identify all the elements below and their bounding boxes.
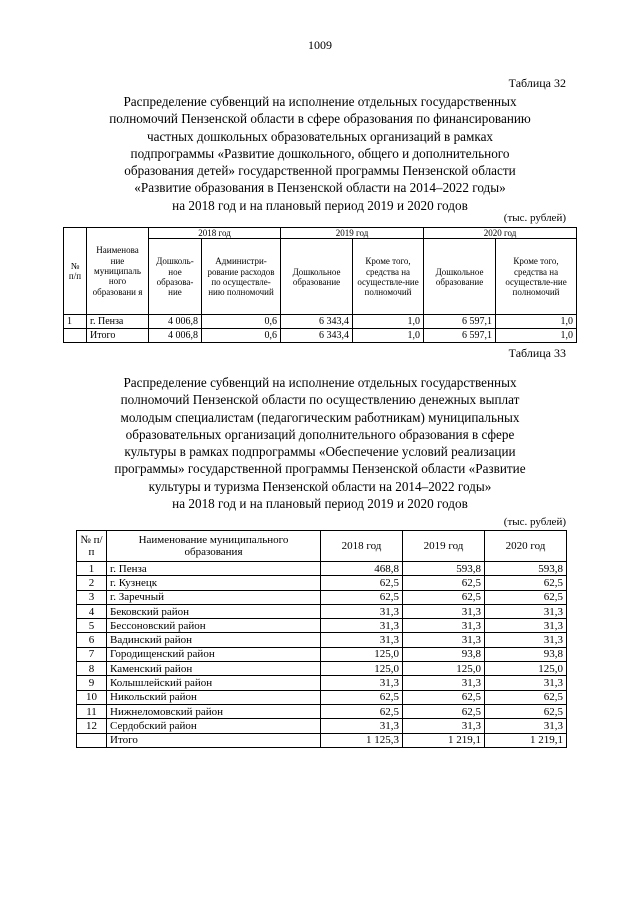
table-row <box>77 676 567 690</box>
title-line: на 2018 год и на плановый период 2019 и 2020 годов <box>172 197 468 213</box>
cell-value: 62,5 <box>485 704 567 718</box>
cell-num: 4 <box>77 604 107 618</box>
header-2020: 2020 год <box>424 228 577 239</box>
table-row <box>77 662 567 676</box>
table-33-title <box>64 374 576 512</box>
table-33-unit: (тыс. рублей) <box>503 516 566 528</box>
cell-name: г. Пенза <box>107 562 321 576</box>
table-33-label: Таблица 33 <box>508 346 566 360</box>
header-2018: 2018 год <box>149 228 281 239</box>
cell-value: 0,6 <box>202 315 281 329</box>
cell-num: 6 <box>77 633 107 647</box>
cell-value: 0,6 <box>202 329 281 343</box>
page-number: 1009 <box>308 38 332 52</box>
header-besides-2019: Кроме того, средства на осуществле-ние полномочий <box>353 239 424 315</box>
header-preschool-2020: Дошкольное образование <box>424 239 496 315</box>
cell-value: 93,8 <box>485 647 567 661</box>
cell-value: 31,3 <box>485 604 567 618</box>
cell-value: 62,5 <box>403 704 485 718</box>
cell-value: 62,5 <box>485 690 567 704</box>
header-2018: 2018 год <box>321 531 403 562</box>
cell-value: 62,5 <box>321 690 403 704</box>
cell-num: 1 <box>77 562 107 576</box>
title-line: образования детей» государственной программы Пензенской области <box>124 163 516 179</box>
table-row <box>77 704 567 718</box>
title-line: культуры в рамках подпрограммы «Обеспечение условий реализации <box>124 444 516 460</box>
cell-value: 593,8 <box>403 562 485 576</box>
table-row <box>77 576 567 590</box>
cell-value: 1,0 <box>496 315 577 329</box>
title-line: Распределение субвенций на исполнение отдельных государственных <box>123 375 517 390</box>
table-row <box>77 633 567 647</box>
cell-name: Итого <box>87 329 149 343</box>
header-2019: 2019 год <box>403 531 485 562</box>
cell-value: 31,3 <box>321 619 403 633</box>
cell-value: 62,5 <box>485 576 567 590</box>
cell-value: 125,0 <box>321 662 403 676</box>
cell-value: 1 125,3 <box>321 733 403 747</box>
cell-value: 31,3 <box>485 619 567 633</box>
cell-num: 9 <box>77 676 107 690</box>
cell-value: 62,5 <box>321 590 403 604</box>
cell-value: 31,3 <box>403 633 485 647</box>
cell-value: 62,5 <box>485 590 567 604</box>
header-preschool-2019: Дошкольное образование <box>281 239 353 315</box>
cell-value: 593,8 <box>485 562 567 576</box>
cell-value: 4 006,8 <box>149 315 202 329</box>
cell-value: 31,3 <box>321 604 403 618</box>
title-line: полномочий Пензенской области в сфере образования по финансированию <box>109 111 531 127</box>
cell-value: 31,3 <box>321 676 403 690</box>
table-row <box>77 562 567 576</box>
cell-num: 2 <box>77 576 107 590</box>
cell-value: 1,0 <box>353 315 424 329</box>
header-preschool-2018: Дошколь-ное образова-ние <box>149 239 202 315</box>
table-row <box>64 315 577 329</box>
header-2020: 2020 год <box>485 531 567 562</box>
cell-value: 6 343,4 <box>281 315 353 329</box>
cell-num: 11 <box>77 704 107 718</box>
table-33 <box>76 530 567 748</box>
table-row-total <box>77 733 567 747</box>
cell-name: Городищенский район <box>107 647 321 661</box>
cell-num: 7 <box>77 647 107 661</box>
cell-num: 12 <box>77 719 107 733</box>
cell-name: Сердобский район <box>107 719 321 733</box>
cell-value: 1,0 <box>353 329 424 343</box>
header-2019: 2019 год <box>281 228 424 239</box>
cell-name: Бессоновский район <box>107 619 321 633</box>
cell-value: 31,3 <box>485 633 567 647</box>
cell-name: г. Кузнецк <box>107 576 321 590</box>
cell-name: Бековский район <box>107 604 321 618</box>
header-num: № п/п <box>64 228 87 315</box>
cell-name: г. Пенза <box>87 315 149 329</box>
table-32-label: Таблица 32 <box>508 76 566 90</box>
cell-name: Никольский район <box>107 690 321 704</box>
table-row <box>77 604 567 618</box>
cell-value: 62,5 <box>321 704 403 718</box>
table-32 <box>63 227 577 343</box>
cell-name: Каменский район <box>107 662 321 676</box>
header-besides-2020: Кроме того, средства на осуществле-ние полномочий <box>496 239 577 315</box>
cell-name: Вадинский район <box>107 633 321 647</box>
cell-value: 31,3 <box>403 604 485 618</box>
cell-num: 3 <box>77 590 107 604</box>
table-row <box>77 619 567 633</box>
cell-num <box>77 733 107 747</box>
title-line: полномочий Пензенской области по осуществлению денежных выплат <box>120 392 520 408</box>
cell-name: Колышлейский район <box>107 676 321 690</box>
cell-name: Итого <box>107 733 321 747</box>
cell-num: 8 <box>77 662 107 676</box>
title-line: программы» государственной программы Пензенской области «Развитие <box>114 461 526 477</box>
title-line: образовательных организаций дополнительного образования в сфере <box>125 426 515 442</box>
cell-value: 1 219,1 <box>485 733 567 747</box>
cell-value: 31,3 <box>321 633 403 647</box>
cell-value: 62,5 <box>321 576 403 590</box>
cell-num: 10 <box>77 690 107 704</box>
cell-value: 1 219,1 <box>403 733 485 747</box>
header-admin-2018: Администри-рование расходов по осуществле-нию полномочий <box>202 239 281 315</box>
table-row <box>77 690 567 704</box>
title-line: Распределение субвенций на исполнение отдельных государственных <box>123 94 517 109</box>
cell-value: 125,0 <box>403 662 485 676</box>
table-row <box>77 647 567 661</box>
cell-num: 1 <box>64 315 87 329</box>
cell-value: 468,8 <box>321 562 403 576</box>
cell-value: 31,3 <box>485 719 567 733</box>
title-line: культуры и туризма Пензенской области на 2014–2022 годы» <box>148 478 492 494</box>
cell-value: 125,0 <box>485 662 567 676</box>
cell-value: 31,3 <box>403 619 485 633</box>
cell-value: 125,0 <box>321 647 403 661</box>
cell-value: 6 597,1 <box>424 329 496 343</box>
table-row <box>77 590 567 604</box>
cell-value: 93,8 <box>403 647 485 661</box>
cell-value: 62,5 <box>403 590 485 604</box>
cell-value: 6 343,4 <box>281 329 353 343</box>
table-32-unit: (тыс. рублей) <box>503 212 566 224</box>
cell-value: 31,3 <box>403 676 485 690</box>
title-line: подпрограммы «Развитие дошкольного, общего и дополнительного <box>130 145 510 161</box>
header-name: Наименование муниципального образования <box>107 531 321 562</box>
cell-num: 5 <box>77 619 107 633</box>
cell-value: 31,3 <box>403 719 485 733</box>
cell-value: 4 006,8 <box>149 329 202 343</box>
header-name: Наименова ние муниципаль ного образовани я <box>87 228 149 315</box>
cell-value: 31,3 <box>321 719 403 733</box>
cell-value: 31,3 <box>485 676 567 690</box>
title-line: молодым специалистам (педагогическим работникам) муниципальных <box>120 409 520 425</box>
cell-value: 6 597,1 <box>424 315 496 329</box>
table-row <box>77 719 567 733</box>
title-line: на 2018 год и на плановый период 2019 и 2020 годов <box>172 496 468 512</box>
cell-name: г. Заречный <box>107 590 321 604</box>
title-line: «Развитие образования в Пензенской области на 2014–2022 годы» <box>134 180 506 196</box>
header-num: № п/п <box>77 531 107 562</box>
cell-num <box>64 329 87 343</box>
table-32-title <box>64 93 576 214</box>
title-line: частных дошкольных образовательных организаций в рамках <box>146 128 494 144</box>
cell-name: Нижнеломовский район <box>107 704 321 718</box>
table-row-total <box>64 329 577 343</box>
cell-value: 62,5 <box>403 690 485 704</box>
cell-value: 1,0 <box>496 329 577 343</box>
cell-value: 62,5 <box>403 576 485 590</box>
